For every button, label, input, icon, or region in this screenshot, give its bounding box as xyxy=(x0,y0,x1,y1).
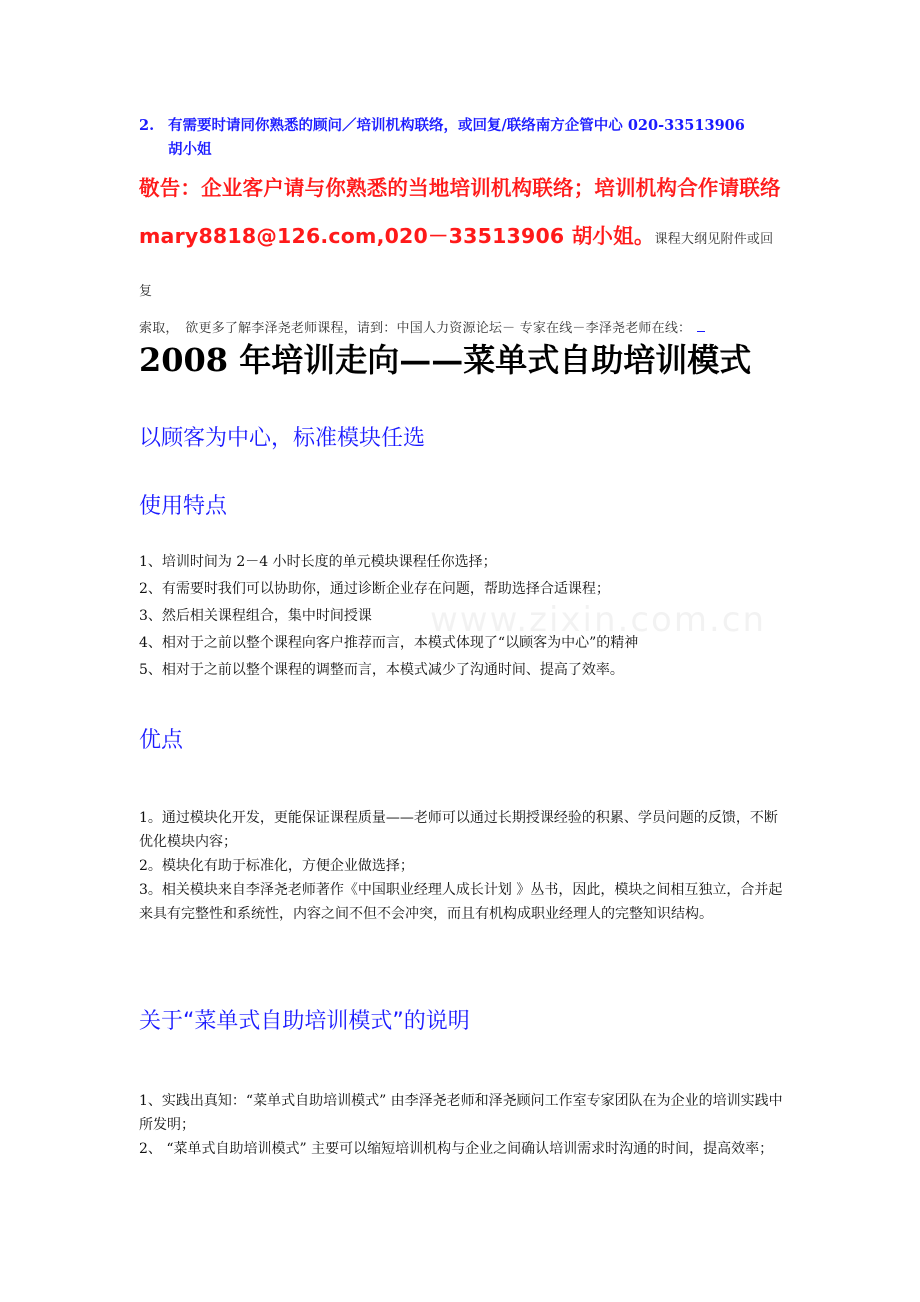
notice-bold-text: 敬告：企业客户请与你熟悉的当地培训机构联络；培训机构合作请联络 mary8818@126.com,020－33513906 胡小姐。 xyxy=(139,176,781,248)
notice-after-text: 索取， 欲更多了解李泽尧老师课程，请到：中国人力资源论坛－ 专家在线－李泽尧老师在线： xyxy=(139,321,692,336)
contact-number: 2. xyxy=(139,117,155,134)
list-item: 2、有需要时我们可以协助你，通过诊断企业存在问题，帮助选择合适课程； xyxy=(139,581,610,597)
list-item: 4、相对于之前以整个课程向客户推荐而言，本模式体现了“以顾客为中心”的精神 xyxy=(139,635,639,651)
contact-line-2: 胡小姐 xyxy=(168,141,212,158)
notice-small-text: 课程大纲见附件或回复 xyxy=(139,232,774,299)
notice-block xyxy=(139,164,784,340)
subtitle: 以顾客为中心，标准模块任选 xyxy=(139,426,426,451)
list-item: 5、相对于之前以整个课程的调整而言，本模式减少了沟通时间、提高了效率。 xyxy=(139,662,624,678)
list-item: 1、实践出真知：“菜单式自助培训模式” 由李泽尧老师和泽尧顾问工作室专家团队在为企业的培训实践中所发明； xyxy=(139,1093,783,1133)
contact-line xyxy=(139,114,784,162)
forum-link[interactable] xyxy=(697,321,705,332)
about-heading: 关于“菜单式自助培训模式”的说明 xyxy=(139,1009,470,1034)
contact-line-1: 有需要时请同你熟悉的顾问／培训机构联络，或回复/联络南方企管中心 020-33513906 xyxy=(168,117,745,134)
advantages-heading: 优点 xyxy=(139,728,184,753)
list-item: 2、 “菜单式自助培训模式” 主要可以缩短培训机构与企业之间确认培训需求时沟通的时间，提高效率； xyxy=(139,1141,774,1157)
advantages-list xyxy=(139,806,784,926)
features-heading: 使用特点 xyxy=(139,494,228,519)
about-list xyxy=(139,1089,784,1161)
list-item: 3、然后相关课程组合，集中时间授课 xyxy=(139,608,372,624)
list-item: 2。模块化有助于标准化，方便企业做选择； xyxy=(139,858,414,874)
list-item: 1。通过模块化开发，更能保证课程质量——老师可以通过长期授课经验的积累、学员问题的反馈，不断优化模块内容； xyxy=(139,810,778,850)
main-title: 2008 年培训走向——菜单式自助培训模式 xyxy=(139,341,752,379)
list-item: 1、培训时间为 2－4 小时长度的单元模块课程任你选择； xyxy=(139,554,497,570)
list-item: 3。相关模块来自李泽尧老师著作《中国职业经理人成长计划 》丛书，因此，模块之间相互独立，合并起来具有完整性和系统性，内容之间不但不会冲突，而且有机构成职业经理人的完整知识结构。 xyxy=(139,882,783,922)
watermark: www.zixin.com.cn xyxy=(430,600,766,640)
